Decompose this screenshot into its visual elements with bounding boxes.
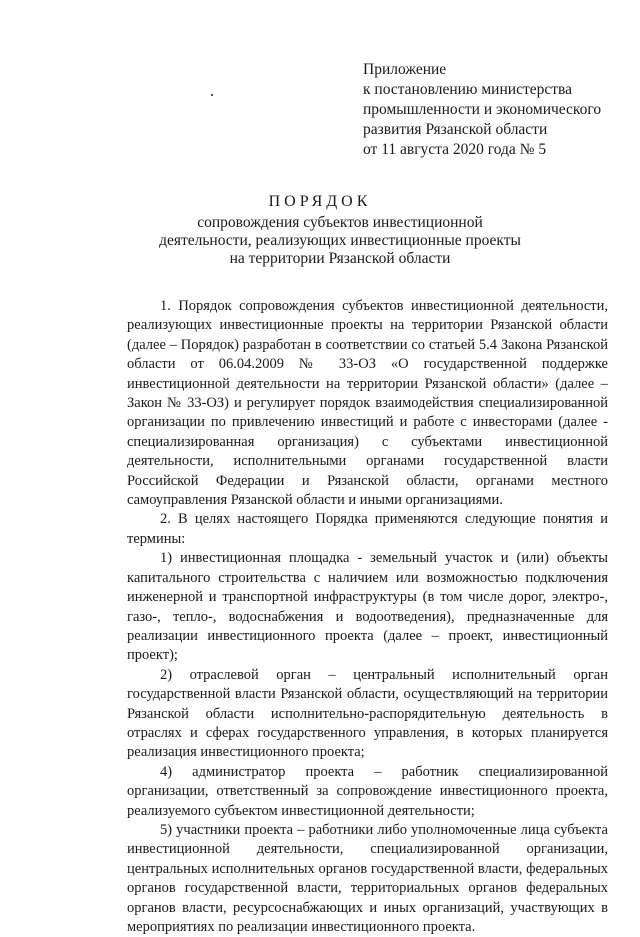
subtitle-line: сопровождения субъектов инвестиционной [197,214,483,231]
paragraph-1: 1. Порядок сопровождения субъектов инвестиционной деятельности, реализующих инвестиционные проекты на территории Рязанской области (далее – Порядок) разработан в соответствии со статьей 5.4 Закона Рязанской области от 06.04.2009 № 33-ОЗ «О государственной поддержке инвестиционной деятельности на территории Рязанской области» (далее – Закон № 33-ОЗ) и регулирует порядок взаимодействия специализированной организации по привлечению инвестиций и работе с инвесторами (далее - специализированная организация) с субъектами инвестиционной деятельности, исполнительными органами государственной власти Российской Федерации и Рязанской области, органами местного самоуправления Рязанской области и иными организациями. [127,298,608,509]
appendix-line: развития Рязанской области [363,121,548,138]
stray-mark [211,94,213,96]
document-subtitle [60,214,620,268]
appendix-line: промышленности и экономического [363,101,602,118]
document-body [127,297,608,937]
subtitle-line: на территории Рязанской области [229,250,451,267]
appendix-line: от 11 августа 2020 года № 5 [363,141,547,158]
appendix-line: к постановлению министерства [363,81,573,98]
subtitle-line: деятельности, реализующих инвестиционные проекты [159,232,521,249]
paragraph-term-1: 1) инвестиционная площадка - земельный участок и (или) объекты капитального строительства с наличием или возможностью подключения инженерной и транспортной инфраструктуры (в том числе дорог, электро-, газо-, тепло-, водоснабжения и водоотведения), предназначенные для реализации инвестиционного проекта (далее – проект, инвестиционный проект); [127,550,608,664]
document-title: ПОРЯДОК [268,193,372,210]
appendix-header [363,60,633,160]
paragraph-2: 2. В целях настоящего Порядка применяются следующие понятия и термины: [127,511,608,547]
paragraph-term-4: 4) администратор проекта – работник специализированной организации, ответственный за сопровождение инвестиционного проекта, реализуемого субъектом инвестиционной деятельности; [127,763,608,819]
paragraph-term-2: 2) отраслевой орган – центральный исполнительный орган государственной власти Рязанской области, осуществляющий на территории Рязанской области исполнительно-распорядительную деятельность в отраслях и сферах государственного управления, в которых планируется реализация инвестиционного проекта; [127,666,608,761]
appendix-line: Приложение [363,61,447,78]
paragraph-term-5: 5) участники проекта – работники либо уполномоченные лица субъекта инвестиционной деятельности, специализированной организации, центральных исполнительных органов государственной власти, федеральных органов государственной власти, территориальных органов федеральных органов власти, ресурсоснабжающих и иных организаций, участвующих в мероприятиях по реализации инвестиционного проекта. [127,821,608,935]
